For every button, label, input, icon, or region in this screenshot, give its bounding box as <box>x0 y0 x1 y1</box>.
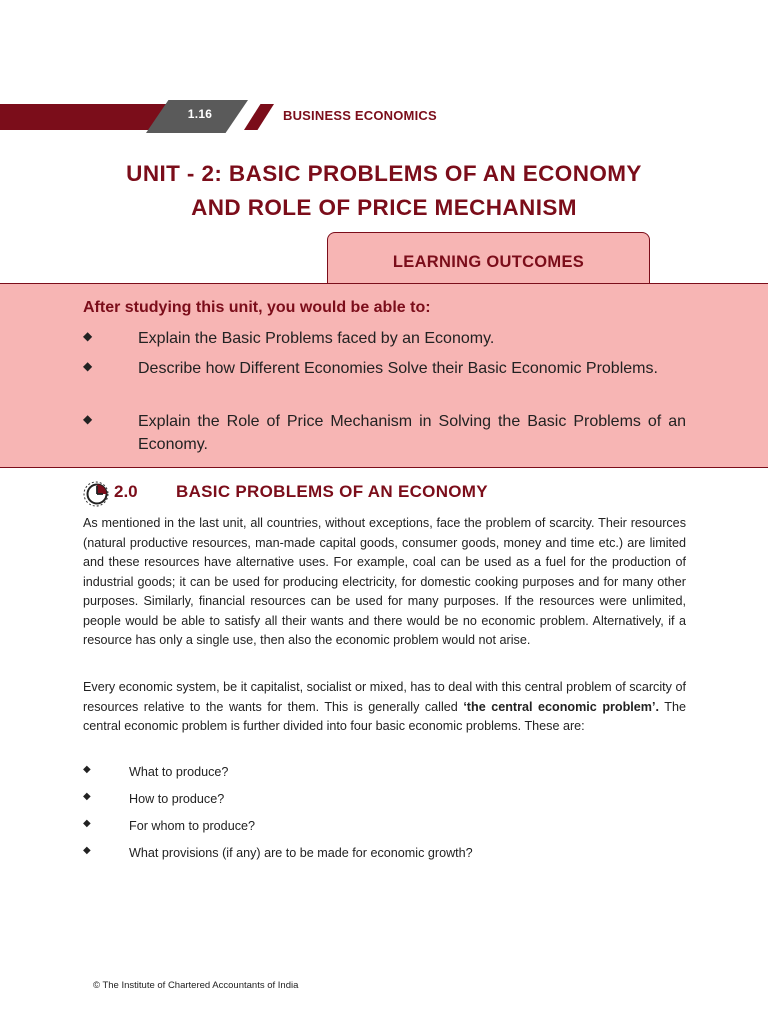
paragraph-text: Every economic system, be it capitalist, socialist or mixed, has to deal with this central problem of scarcity of resources relative to the wants for them. This is generally called <box>83 680 686 714</box>
clock-icon <box>81 480 111 508</box>
diamond-bullet-icon: ◆ <box>83 764 91 775</box>
learning-outcomes-tab <box>327 232 650 284</box>
learning-outcome-text: Explain the Role of Price Mechanism in Solving the Basic Problems of an Economy. <box>138 413 686 453</box>
paragraph-bold-term: ‘the central economic problem’. <box>463 699 660 714</box>
list-item-text: How to produce? <box>129 792 225 806</box>
learning-outcomes-label: LEARNING OUTCOMES <box>392 253 585 271</box>
running-head: BUSINESS ECONOMICS <box>283 108 437 123</box>
body-paragraph-2 <box>83 678 686 737</box>
unit-title-line-1: UNIT - 2: BASIC PROBLEMS OF AN ECONOMY <box>126 161 642 186</box>
diamond-bullet-icon: ◆ <box>83 329 93 343</box>
diamond-bullet-icon: ◆ <box>83 359 93 373</box>
list-item-text: For whom to produce? <box>129 819 255 833</box>
list-item <box>83 763 228 782</box>
unit-title <box>60 157 708 225</box>
list-item-text: What to produce? <box>129 765 229 779</box>
header-band-slash <box>244 104 274 130</box>
list-item-text: What provisions (if any) are to be made for economic growth? <box>129 846 473 860</box>
footer-copyright: © The Institute of Chartered Accountants of India <box>93 980 299 991</box>
diamond-bullet-icon: ◆ <box>83 791 91 802</box>
section-title: BASIC PROBLEMS OF AN ECONOMY <box>176 482 488 501</box>
list-item <box>83 844 473 863</box>
list-item <box>83 817 255 836</box>
unit-title-line-2: AND ROLE OF PRICE MECHANISM <box>191 195 577 220</box>
section-number: 2.0 <box>114 482 138 501</box>
learning-outcome-item <box>83 327 686 350</box>
list-item <box>83 790 224 809</box>
learning-outcomes-intro: After studying this unit, you would be able to: <box>83 299 431 316</box>
diamond-bullet-icon: ◆ <box>83 818 91 829</box>
learning-outcome-text: Describe how Different Economies Solve their Basic Economic Problems. <box>138 360 658 377</box>
learning-outcome-text: Explain the Basic Problems faced by an Economy. <box>138 330 495 347</box>
learning-outcome-item <box>83 410 686 456</box>
learning-outcomes-box <box>0 283 768 468</box>
header-band <box>0 104 170 130</box>
diamond-bullet-icon: ◆ <box>83 412 93 426</box>
paragraph-text: The central economic problem is further divided into four basic economic problems. These are: <box>83 699 687 733</box>
body-paragraph-1: As mentioned in the last unit, all countries, without exceptions, face the problem of scarcity. Their resources (natural productive resources, man-made capital goods, consumer goods, money and time etc.) are limited and these resources have alternative uses. For example, coal can be used as a fuel for the production of industrial goods; it can be used for producing electricity, for domestic cooking purposes and for many other purposes. Similarly, financial resources can be used for many purposes. If the resources were unlimited, people would be able to satisfy all their wants and there would be no economic problem. Alternatively, if a resource has only a single use, then also the economic problem would not arise. <box>83 516 686 647</box>
page-number: 1.16 <box>187 107 213 121</box>
learning-outcome-item <box>83 357 686 380</box>
diamond-bullet-icon: ◆ <box>83 845 91 856</box>
